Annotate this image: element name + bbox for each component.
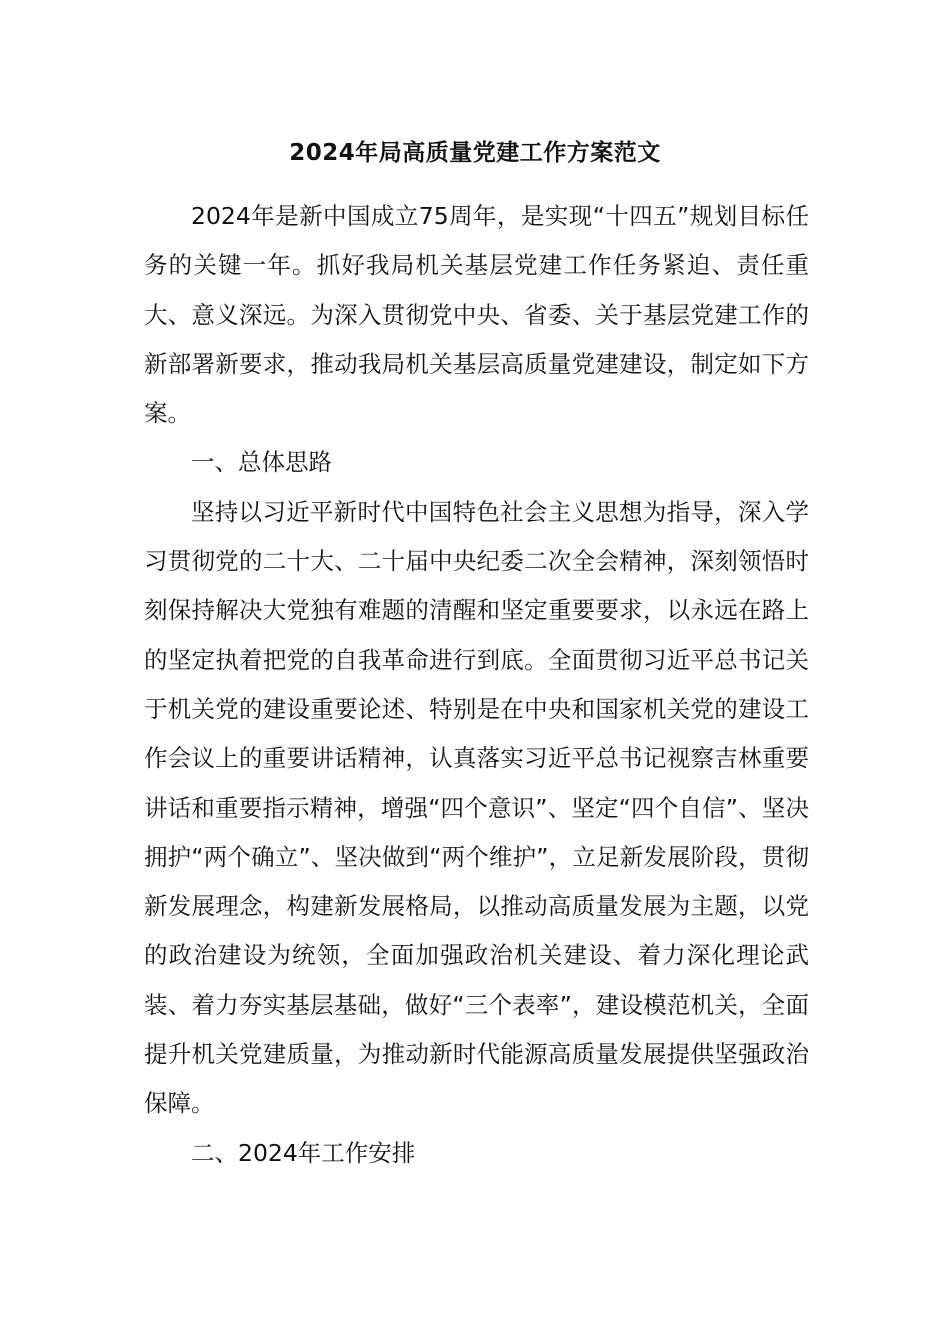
section-heading-overall-approach: 一、总体思路 [191,448,332,477]
intro-paragraph: 2024年是新中国成立75周年，是实现“十四五”规划目标任务的关键一年。抓好我局机关基层党建工作任务紧迫、责任重大、意义深远。为深入贯彻党中央、省委、关于基层党建工作的新部署新要求，推动我局机关基层高质量党建建设，制定如下方案。 [144,202,809,428]
document-body [144,192,809,1178]
document-title: 2024年局高质量党建工作方案范文 [289,140,661,166]
section-heading-work-arrangement: 二、2024年工作安排 [191,1138,416,1167]
overall-approach-paragraph: 坚持以习近平新时代中国特色社会主义思想为指导，深入学习贯彻党的二十大、二十届中央纪委二次全会精神，深刻领悟时刻保持解决大党独有难题的清醒和坚定重要要求，以永远在路上的坚定执着把党的自我革命进行到底。全面贯彻习近平总书记关于机关党的建设重要论述、特别是在中央和国家机关党的建设工作会议上的重要讲话精神，认真落实习近平总书记视察吉林重要讲话和重要指示精神，增强“四个意识”、坚定“四个自信”、坚决拥护“两个确立”、坚决做到“两个维护”，立足新发展阶段，贯彻新发展理念，构建新发展格局，以推动高质量发展为主题，以党的政治建设为统领，全面加强政治机关建设、着力深化理论武装、着力夯实基层基础，做好“三个表率”，建设模范机关，全面提升机关党建质量，为推动新时代能源高质量发展提供坚强政治保障。 [144,497,809,1118]
